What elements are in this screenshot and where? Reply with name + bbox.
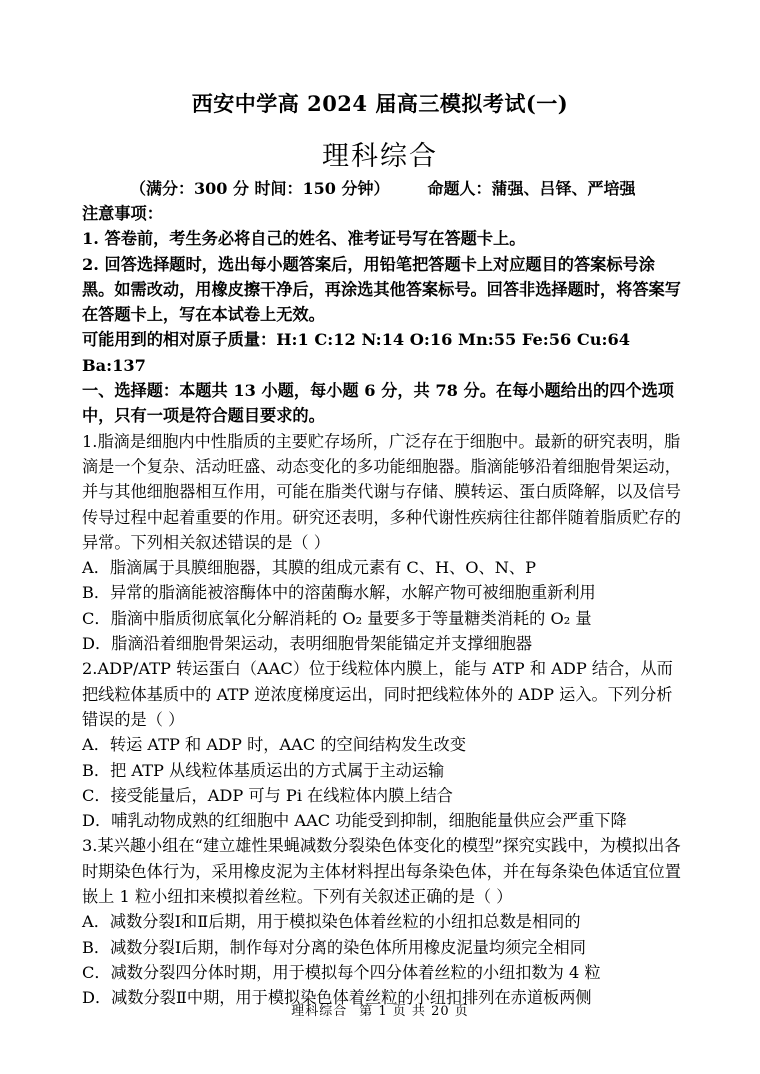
page-number: 第 1 页 共 20 页 <box>359 1004 469 1019</box>
option-c: C．脂滴中脂质彻底氧化分解消耗的 O₂ 量要多于等量糖类消耗的 O₂ 量 <box>82 608 592 628</box>
option-c: C．减数分裂四分体时期，用于模拟每个四分体着丝粒的小纽扣数为 4 粒 <box>82 962 601 982</box>
option-a: A．减数分裂Ⅰ和Ⅱ后期，用于模拟染色体着丝粒的小纽扣总数是相同的 <box>82 912 581 932</box>
atomic-masses: 可能用到的相对原子质量：H:1 C:12 N:14 O:16 Mn:55 Fe:56 Cu:64 Ba:137 <box>82 330 631 375</box>
question-stem: 2.ADP/ATP 转运蛋白（AAC）位于线粒体内膜上，能与 ATP 和 ADP 结合，从而把线粒体基质中的 ATP 逆浓度梯度运出，同时把线粒体外的 ADP 运入。下列分析错误的是（ ） <box>82 659 673 729</box>
option-b: B．减数分裂Ⅰ后期，制作每对分离的染色体所用橡皮泥量均须完全相同 <box>82 937 586 957</box>
option-a: A．转运 ATP 和 ADP 时，AAC 的空间结构发生改变 <box>82 735 467 755</box>
option-b: B．把 ATP 从线粒体基质运出的方式属于主动运输 <box>82 760 445 780</box>
question-stem: 1.脂滴是细胞内中性脂质的主要贮存场所，广泛存在于细胞中。最新的研究表明，脂滴是一个复杂、活动旺盛、动态变化的多功能细胞器。脂滴能够沿着细胞骨架运动，并与其他细胞器相互作用，可能在脂类代谢与存储、膜转运、蛋白质降解，以及信号传导过程中起着重要的作用。研究还表明，多种代谢性疾病往往都伴随着脂质贮存的异常。下列相关叙述错误的是（ ） <box>82 431 681 552</box>
option-a: A．脂滴属于具膜细胞器，其膜的组成元素有 C、H、O、N、P <box>82 558 536 578</box>
footer-subject: 理科综合 <box>291 1004 348 1019</box>
note-item-1: 1. 答卷前，考生务必将自己的姓名、准考证号写在答题卡上。 <box>82 229 526 249</box>
option-d: D．脂滴沿着细胞骨架运动，表明细胞骨架能锚定并支撑细胞器 <box>82 634 533 654</box>
exam-title: 西安中学高 2024 届高三模拟考试(一) <box>191 91 569 116</box>
question-1 <box>82 429 682 657</box>
section-heading: 一、选择题：本题共 13 小题，每小题 6 分，共 78 分。在每小题给出的四个选项中，只有一项是符合题目要求的。 <box>82 381 674 426</box>
authors: 命题人：蒲强、吕铎、严培强 <box>427 179 636 198</box>
option-d: D．哺乳动物成熟的红细胞中 AAC 功能受到抑制，细胞能量供应会严重下降 <box>82 811 627 831</box>
question-2 <box>82 656 682 833</box>
question-3 <box>82 833 682 1010</box>
exam-info-line <box>130 176 636 199</box>
note-item-2: 2. 回答选择题时，选出每小题答案后，用铅笔把答题卡上对应题目的答案标号涂黑。如需改动，用橡皮擦干净后，再涂选其他答案标号。回答非选择题时，将答案写在答题卡上，写在本试卷上无效。 <box>82 254 681 325</box>
question-stem: 3.某兴趣小组在“建立雄性果蝇减数分裂染色体变化的模型”探究实践中，为模拟出各时期染色体行为，采用橡皮泥为主体材料捏出每条染色体，并在每条染色体适宜位置嵌上 1 粒小纽扣来模拟着丝粒。下列有关叙述正确的是（ ） <box>82 836 681 907</box>
option-d: D．减数分裂Ⅱ中期，用于模拟染色体着丝粒的小纽扣排列在赤道板两侧 <box>82 988 592 1008</box>
exam-subject: 理科综合 <box>322 141 438 172</box>
exam-content <box>82 201 682 1011</box>
score-time: （满分：300 分 时间：150 分钟） <box>130 179 390 198</box>
option-c: C．接受能量后，ADP 可与 Pi 在线粒体内膜上结合 <box>82 785 453 805</box>
notes-heading: 注意事项： <box>82 204 163 223</box>
option-b: B．异常的脂滴能被溶酶体中的溶菌酶水解，水解产物可被细胞重新利用 <box>82 583 596 603</box>
page-footer <box>0 1000 760 1019</box>
